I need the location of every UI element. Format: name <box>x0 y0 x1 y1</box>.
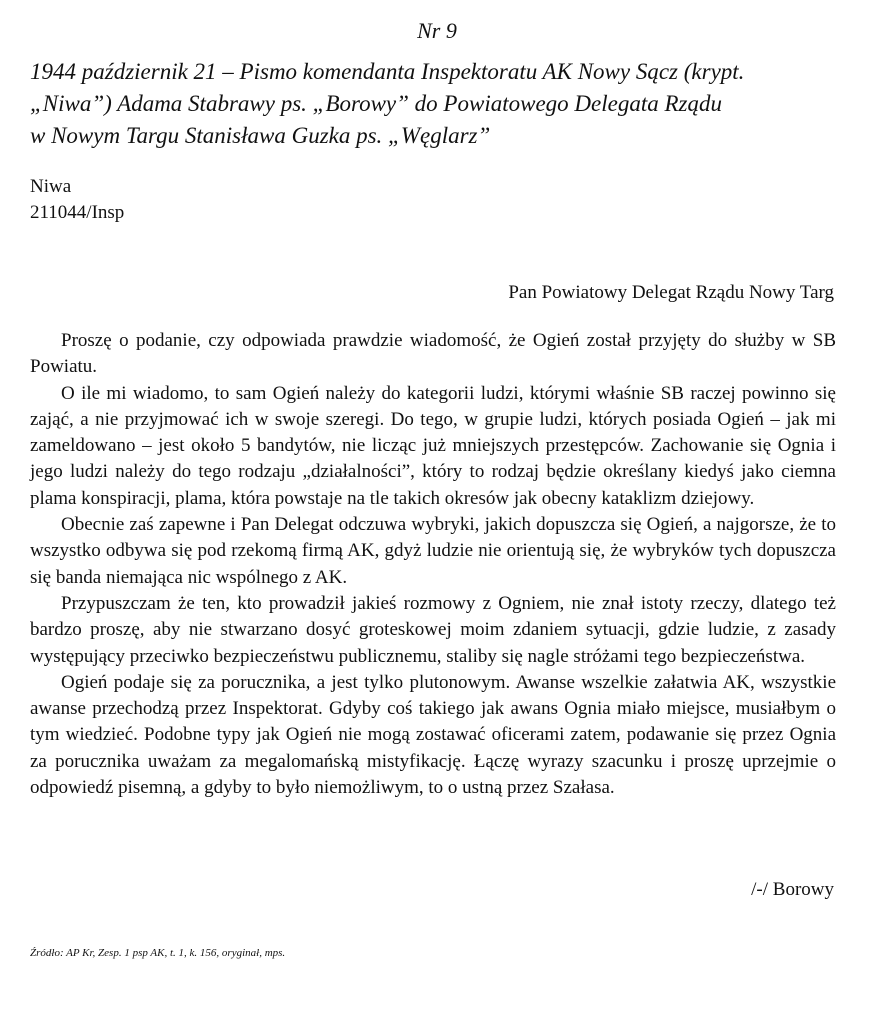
signature: /-/ Borowy <box>751 879 834 900</box>
reference-number: 211044/Insp <box>30 202 125 223</box>
title-line: 1944 październik 21 – Pismo komendanta Inspektoratu AK Nowy Sącz (krypt. <box>30 59 745 84</box>
title-line: „Niwa”) Adama Stabrawy ps. „Borowy” do Powiatowego Delegata Rządu <box>30 91 722 116</box>
source-note: Źródło: AP Kr, Zesp. 1 psp AK, t. 1, k. 156, oryginał, mps. <box>30 947 286 959</box>
sender-cryptonym: Niwa <box>30 176 72 197</box>
letter-body <box>30 328 836 801</box>
document-meta <box>30 174 124 226</box>
body-paragraph: Przypuszczam że ten, kto prowadził jakieś rozmowy z Ogniem, nie znał istoty rzeczy, dlatego też bardzo proszę, aby nie stwarzano dosyć groteskowej moim zdaniem sytuacji, gdzie ludzie, z zasady występujący przeciwko bezpieczeństwu publicznemu, staliby się nagle stróżami tego bezpieczeństwa. <box>30 592 836 667</box>
body-paragraph: O ile mi wiadomo, to sam Ogień należy do kategorii ludzi, którymi właśnie SB raczej powinno się zająć, a nie przyjmować ich w swoje szeregi. Do tego, w grupie ludzi, których posiada Ogień – jak mi zameldowano – jest około 5 bandytów, nie licząc już mniejszych przestępców. Zachowanie się Ognia i jego ludzi należy do tego rodzaju „działalności”, który to rodzaj będzie określany kiedyś jako ciemna plama konspiracji, plama, która powstaje na tle takich okresów jak obecny kataklizm dziejowy. <box>30 382 836 509</box>
body-paragraph: Ogień podaje się za porucznika, a jest tylko plutonowym. Awanse wszelkie załatwia AK, wszystkie awanse przechodzą przez Inspektorat. Gdyby coś takiego jak awans Ognia miało miejsce, musiałbym o tym wiedzieć. Podobne typy jak Ogień nie mogą zostawać oficerami zatem, podawanie się przez Ognia za porucznika uważam za megalomańską mistyfikację. Łączę wyrazy szacunku i proszę uprzejmie o odpowiedź pisemną, a gdyby to było niemożliwym, to o ustną przez Szałasa. <box>30 671 836 799</box>
addressee: Pan Powiatowy Delegat Rządu Nowy Targ <box>508 282 834 303</box>
body-paragraph: Proszę o podanie, czy odpowiada prawdzie wiadomość, że Ogień został przyjęty do służby w SB Powiatu. <box>30 330 836 378</box>
title-line: w Nowym Targu Stanisława Guzka ps. „Węglarz” <box>30 123 491 148</box>
document-title <box>30 56 850 152</box>
document-number: Nr 9 <box>417 18 457 43</box>
body-paragraph: Obecnie zaś zapewne i Pan Delegat odczuwa wybryki, jakich dopuszcza się Ogień, a najgorsze, że to wszystko odbywa się pod rzekomą firmą AK, gdyż ludzie nie orientują się, że wybryków tych dopuszcza się banda niemająca nic wspólnego z AK. <box>30 514 836 588</box>
